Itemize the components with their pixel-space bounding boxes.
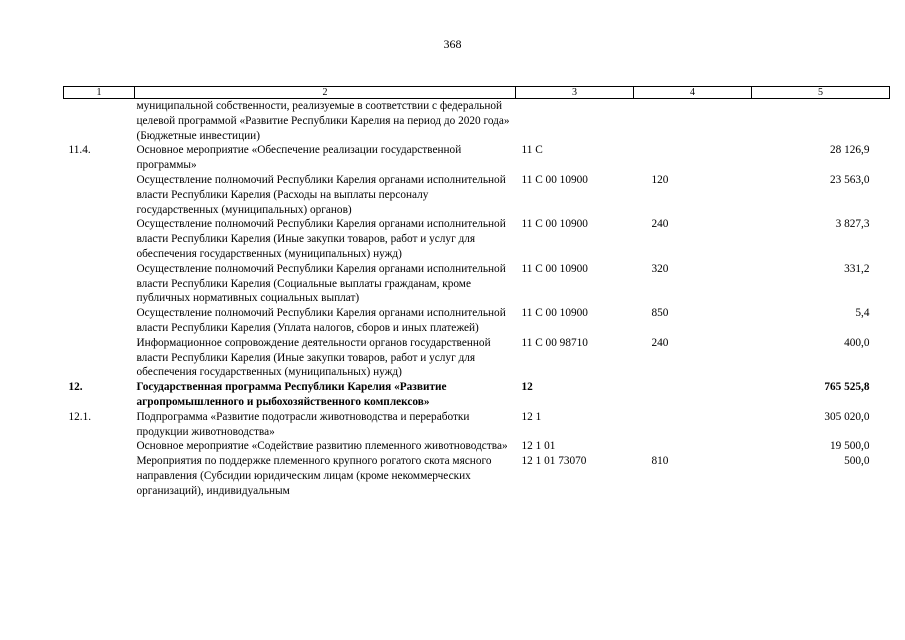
row-code: 11 С 00 98710 — [521, 336, 588, 349]
row-number — [64, 99, 135, 144]
row-number: 12.1. — [68, 410, 92, 423]
header-col-amount: 5 — [752, 87, 890, 99]
table-row — [64, 217, 890, 261]
row-name: Осуществление полномочий Республики Карелия органами исполнительной власти Республики Карелия (Иные закупки товаров, работ и услуг для обеспечения государственных (муниципальных) нужд) — [136, 218, 506, 260]
table-row — [64, 306, 890, 336]
table-row-program — [64, 380, 890, 410]
row-code: 11 С — [521, 144, 543, 157]
row-name: Мероприятия по поддержке племенного крупного рогатого скота мясного направления (Субсидии юридическим лицам (кроме некоммерческих организаций), индивидуальным — [136, 455, 492, 497]
table-row — [64, 454, 890, 498]
row-name: Основное мероприятие «Содействие развитию племенного животноводства» — [136, 440, 508, 453]
row-number — [64, 173, 135, 217]
row-number — [64, 439, 135, 454]
row-number: 11.4. — [68, 144, 91, 157]
row-name: Осуществление полномочий Республики Карелия органами исполнительной власти Республики Карелия (Расходы на выплаты персоналу государственных (муниципальных) органов) — [136, 173, 506, 216]
row-amount: 500,0 — [844, 455, 870, 468]
row-name: Осуществление полномочий Республики Карелия органами исполнительной власти Республики Карелия (Уплата налогов, сборов и иных платежей) — [136, 307, 506, 334]
row-expense-type: 120 — [651, 173, 669, 186]
row-number — [64, 217, 135, 261]
row-expense-type: 320 — [651, 262, 669, 275]
row-amount: 331,2 — [844, 262, 870, 275]
table-row — [64, 99, 890, 144]
row-expense-type — [634, 143, 752, 173]
row-code: 12 — [521, 381, 533, 394]
row-name: Основное мероприятие «Обеспечение реализации государственной программы» — [136, 144, 462, 172]
row-amount: 3 827,3 — [835, 218, 870, 231]
row-amount: 28 126,9 — [829, 144, 870, 157]
header-row — [64, 87, 890, 99]
row-amount: 400,0 — [844, 336, 870, 349]
row-expense-type: 810 — [651, 455, 669, 468]
row-code: 11 С 00 10900 — [521, 307, 588, 320]
row-expense-type — [634, 99, 752, 144]
row-number: 12. — [68, 381, 83, 394]
row-expense-type: 850 — [651, 307, 669, 320]
row-code: 11 С 00 10900 — [521, 262, 588, 275]
row-amount — [752, 99, 890, 144]
header-col-number: 1 — [64, 87, 135, 99]
header-col-code: 3 — [516, 87, 634, 99]
row-amount: 5,4 — [855, 307, 870, 320]
row-code — [516, 99, 634, 144]
row-number — [64, 306, 135, 336]
row-code: 11 С 00 10900 — [521, 218, 588, 231]
row-expense-type: 240 — [651, 218, 669, 231]
row-code: 11 С 00 10900 — [521, 173, 588, 186]
row-name: Информационное сопровождение деятельности органов государственной власти Республики Карелия (Иные закупки товаров, работ и услуг для обеспечения государственных (муниципальных) нужд) — [136, 336, 491, 379]
table-header — [64, 87, 890, 99]
table-row — [64, 439, 890, 454]
row-code: 12 1 01 73070 — [521, 455, 587, 468]
table-row — [64, 410, 890, 440]
row-expense-type — [634, 380, 752, 410]
row-name: Государственная программа Республики Карелия «Развитие агропромышленного и рыбохозяйственного комплексов» — [136, 381, 447, 408]
row-amount: 765 525,8 — [824, 381, 870, 394]
table-row — [64, 336, 890, 380]
row-amount: 23 563,0 — [829, 173, 870, 186]
row-number — [64, 454, 135, 498]
page-number: 368 — [443, 37, 462, 51]
table-row — [64, 143, 890, 173]
budget-table — [63, 86, 890, 499]
row-name: Подпрограмма «Развитие подотрасли животноводства и переработки продукции животноводства» — [136, 410, 470, 438]
row-amount: 305 020,0 — [824, 410, 870, 423]
row-number — [64, 336, 135, 380]
row-expense-type — [634, 410, 752, 440]
table-row — [64, 173, 890, 217]
header-col-name: 2 — [135, 87, 516, 99]
row-code: 12 1 01 — [521, 440, 556, 453]
row-name: Осуществление полномочий Республики Карелия органами исполнительной власти Республики Карелия (Социальные выплаты гражданам, кроме публичных нормативных социальных выплат) — [136, 262, 506, 305]
row-expense-type — [634, 439, 752, 454]
row-expense-type: 240 — [651, 336, 669, 349]
row-amount: 19 500,0 — [829, 440, 870, 453]
table-row — [64, 262, 890, 306]
row-code: 12 1 — [521, 410, 542, 423]
table-body — [64, 99, 890, 499]
header-col-expense-type: 4 — [634, 87, 752, 99]
row-name: муниципальной собственности, реализуемые в соответствии с федеральной целевой программой «Развитие Республики Карелия на период до 2020 года» (Бюджетные инвестиции) — [136, 100, 510, 142]
row-number — [64, 262, 135, 306]
